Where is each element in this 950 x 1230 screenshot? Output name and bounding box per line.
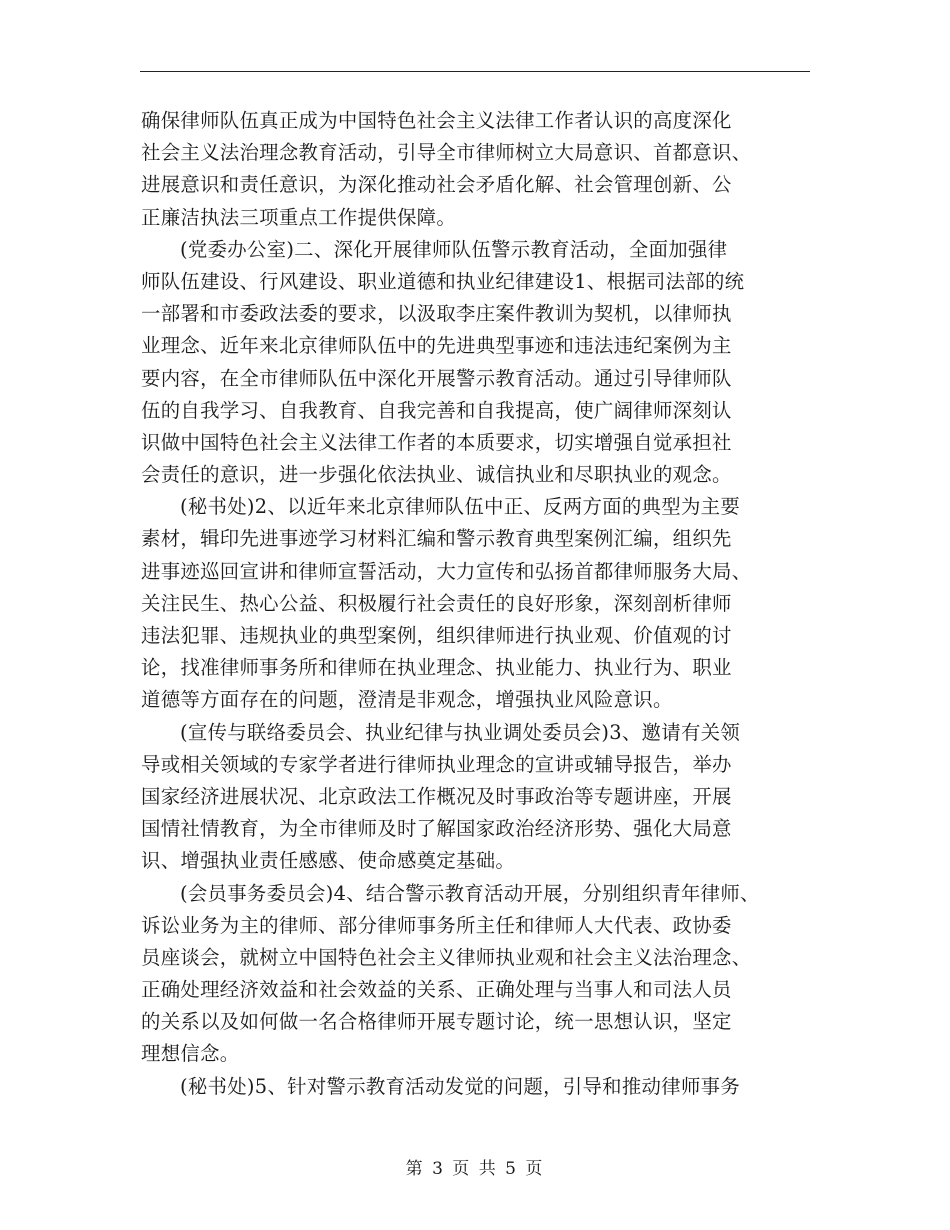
text-line: 导或相关领域的专家学者进行律师执业理念的宣讲或辅导报告，举办	[141, 752, 732, 776]
text-line: 素材，辑印先进事迹学习材料汇编和警示教育典型案例汇编，组织先	[141, 527, 732, 551]
text-line: 的关系以及如何做一名合格律师开展专题讨论，统一思想认识，坚定	[141, 1010, 732, 1034]
text-line: 正廉洁执法三项重点工作提供保障。	[141, 205, 457, 229]
text-line: 进展意识和责任意识，为深化推动社会矛盾化解、社会管理创新、公	[141, 173, 732, 197]
text-line: 道德等方面存在的问题，澄清是非观念，增强执业风险意识。	[141, 688, 673, 712]
text-line: 师队伍建设、行风建设、职业道德和执业纪律建设1、根据司法部的统	[141, 269, 745, 293]
text-line: (会员事务委员会)4、结合警示教育活动开展，分别组织青年律师、	[180, 881, 760, 905]
text-line: 国情社情教育，为全市律师及时了解国家政治经济形势、强化大局意	[141, 817, 732, 841]
text-line: (党委办公室)二、深化开展律师队伍警示教育活动，全面加强律	[180, 237, 728, 261]
page-footer: 第 3 页 共 5 页	[405, 1159, 545, 1179]
text-line: 员座谈会，就树立中国特色社会主义律师执业观和社会主义法治理念、	[141, 945, 752, 969]
text-line: 伍的自我学习、自我教育、自我完善和自我提高，使广阔律师深刻认	[141, 398, 732, 422]
text-line: 要内容，在全市律师队伍中深化开展警示教育活动。通过引导律师队	[141, 366, 732, 390]
header-rule	[140, 71, 810, 72]
text-line: 识做中国特色社会主义法律工作者的本质要求，切实增强自觉承担社	[141, 430, 732, 454]
text-line: 进事迹巡回宣讲和律师宣誓活动，大力宣传和弘扬首都律师服务大局、	[141, 559, 752, 583]
text-line: 理想信念。	[141, 1042, 240, 1066]
text-line: 关注民生、热心公益、积极履行社会责任的良好形象，深刻剖析律师	[141, 591, 732, 615]
text-line: 论，找准律师事务所和律师在执业理念、执业能力、执业行为、职业	[141, 656, 732, 680]
text-line: (宣传与联络委员会、执业纪律与执业调处委员会)3、邀请有关领	[180, 720, 741, 744]
text-line: 一部署和市委政法委的要求，以汲取李庄案件教训为契机，以律师执	[141, 302, 732, 326]
text-line: 违法犯罪、违规执业的典型案例，组织律师进行执业观、价值观的讨	[141, 624, 732, 647]
text-line: 诉讼业务为主的律师、部分律师事务所主任和律师人大代表、政协委	[141, 913, 732, 937]
text-line: 确保律师队伍真正成为中国特色社会主义法律工作者认识的高度深化	[141, 109, 732, 132]
text-line: 国家经济进展状况、北京政法工作概况及时事政治等专题讲座，开展	[141, 784, 732, 808]
text-line: 业理念、近年来北京律师队伍中的先进典型事迹和违法违纪案例为主	[141, 334, 732, 358]
text-line: (秘书处)2、以近年来北京律师队伍中正、反两方面的典型为主要	[180, 495, 741, 519]
text-line: 正确处理经济效益和社会效益的关系、正确处理与当事人和司法人员	[141, 978, 732, 1002]
document-body	[141, 105, 816, 1103]
text-line: 社会主义法治理念教育活动，引导全市律师树立大局意识、首都意识、	[141, 141, 752, 165]
text-line: 识、增强执业责任感感、使命感奠定基础。	[141, 849, 516, 873]
text-line: 会责任的意识，进一步强化依法执业、诚信执业和尽职执业的观念。	[141, 463, 732, 487]
text-line: (秘书处)5、针对警示教育活动发觉的问题，引导和推动律师事务	[180, 1074, 741, 1098]
